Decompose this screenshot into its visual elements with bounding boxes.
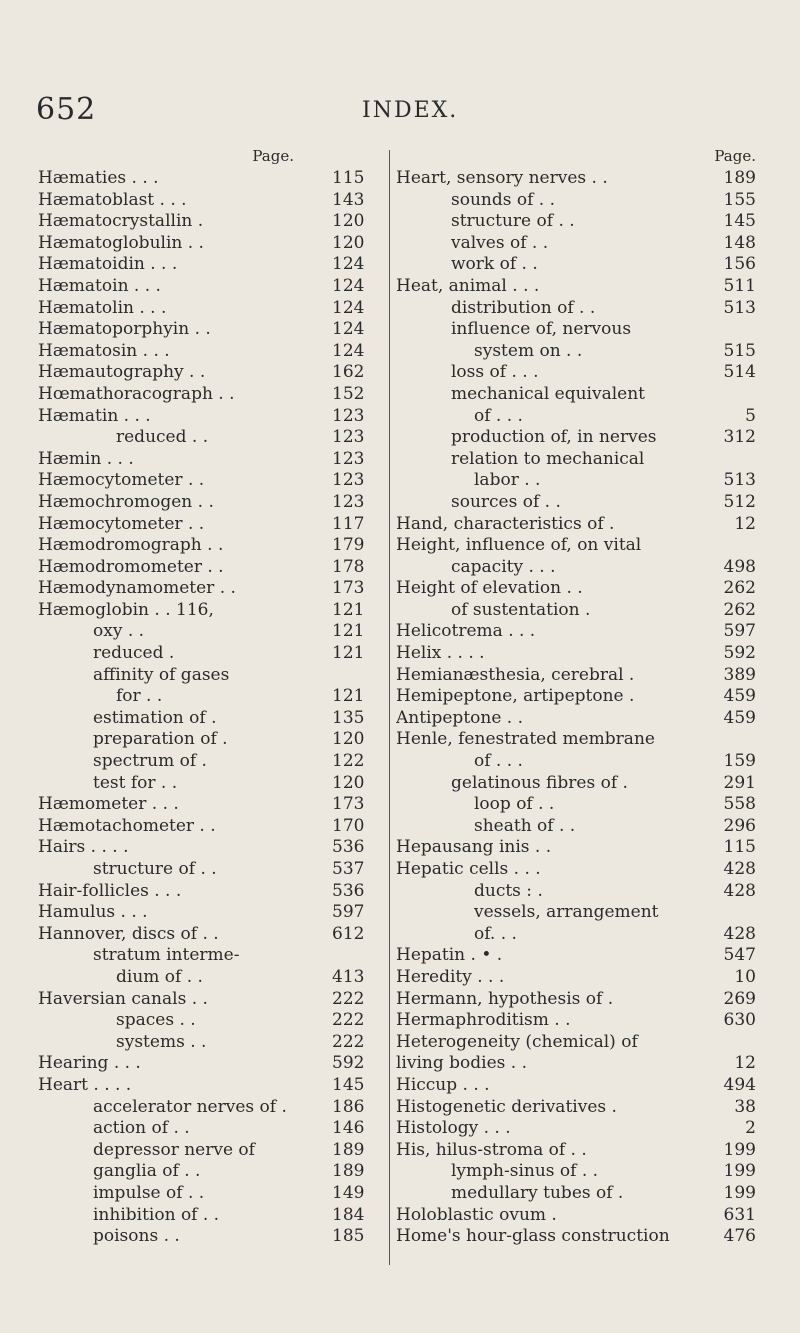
index-entry xyxy=(396,276,756,298)
entry-page: 511 xyxy=(723,275,756,296)
index-entry xyxy=(38,621,382,643)
index-entry xyxy=(38,449,382,471)
index-entry xyxy=(396,1032,756,1054)
index-entry xyxy=(38,492,382,514)
entry-term: Hiccup . . . xyxy=(396,1074,490,1095)
entry-page: 222 xyxy=(332,1010,365,1031)
index-entry xyxy=(396,319,756,341)
index-entry xyxy=(396,1140,756,1162)
index-entry xyxy=(38,557,382,579)
entry-term: Height of elevation . . xyxy=(396,578,583,599)
entry-page: 515 xyxy=(723,340,756,361)
index-entry xyxy=(38,1010,382,1032)
entry-term: structure of . . xyxy=(93,859,217,879)
entry-term: sounds of . . xyxy=(451,189,556,210)
index-entry xyxy=(38,190,382,212)
entry-term: Antipeptone . . xyxy=(396,707,524,728)
entry-page: 222 xyxy=(332,988,365,1009)
entry-page: 120 xyxy=(332,211,365,232)
entry-term: reduced . . xyxy=(116,427,209,448)
index-entry xyxy=(396,449,756,471)
entry-page: 189 xyxy=(723,168,756,188)
index-entry xyxy=(396,578,756,600)
index-entry xyxy=(38,470,382,492)
entry-term: distribution of . . xyxy=(451,297,596,318)
index-entry xyxy=(38,535,382,557)
index-entry xyxy=(396,1010,756,1032)
entry-page: 146 xyxy=(332,1118,365,1139)
entry-term: Hæmatoblast . . . xyxy=(38,189,187,210)
index-entry xyxy=(38,1118,382,1140)
entry-page: 124 xyxy=(332,254,365,275)
entry-page: 149 xyxy=(332,1182,365,1203)
index-entry xyxy=(38,1183,382,1205)
entry-term: Hæmatosin . . . xyxy=(38,340,170,361)
index-entry xyxy=(38,600,382,622)
entry-term: test for . . xyxy=(93,772,178,793)
entry-term: production of, in nerves xyxy=(451,427,657,448)
entry-page: 115 xyxy=(723,837,756,858)
index-entry xyxy=(396,233,756,255)
entry-page: 513 xyxy=(723,470,756,491)
entry-page: 199 xyxy=(723,1182,756,1203)
entry-page: 143 xyxy=(332,189,365,210)
entry-term: system on . . xyxy=(474,340,583,361)
entry-term: labor . . xyxy=(474,470,541,491)
entry-term: His, hilus-stroma of . . xyxy=(396,1139,587,1160)
entry-term: Hæmometer . . . xyxy=(38,794,179,815)
entry-term: Heat, animal . . . xyxy=(396,275,540,296)
entry-term: Hæmatolin . . . xyxy=(38,297,167,318)
index-entry xyxy=(38,902,382,924)
entry-page: 12 xyxy=(734,513,756,534)
index-entry xyxy=(396,1161,756,1183)
entry-term: Hamulus . . . xyxy=(38,902,148,923)
entry-term: lymph-sinus of . . xyxy=(451,1161,599,1182)
entry-term: Hæmochromogen . . xyxy=(38,491,214,512)
entry-term: mechanical equivalent xyxy=(451,383,646,404)
index-entry xyxy=(38,924,382,946)
entry-term: affinity of gases xyxy=(93,664,230,685)
entry-page: 413 xyxy=(332,966,365,987)
entry-page: 536 xyxy=(332,837,365,858)
entry-term: Hand, characteristics of . xyxy=(396,513,615,534)
index-entry xyxy=(396,168,756,190)
entry-page: 312 xyxy=(723,427,756,448)
entry-term: poisons . . xyxy=(93,1226,180,1247)
running-head: INDEX. xyxy=(362,98,459,123)
entry-term: Hæmodromometer . . xyxy=(38,556,224,577)
entry-term: Home's hour-glass construction xyxy=(396,1226,670,1247)
entry-page: 123 xyxy=(332,470,365,491)
entry-term: relation to mechanical xyxy=(451,448,645,469)
index-entry xyxy=(38,1053,382,1075)
entry-page: 121 xyxy=(332,599,365,620)
entry-page: 178 xyxy=(332,556,365,577)
entry-page: 120 xyxy=(332,772,365,793)
entry-term: systems . . xyxy=(116,1031,207,1052)
entry-term: Hæmatoidin . . . xyxy=(38,254,178,275)
entry-term: Hermann, hypothesis of . xyxy=(396,988,614,1009)
entry-page: 121 xyxy=(332,686,365,707)
index-entry xyxy=(38,578,382,600)
entry-page: 123 xyxy=(332,427,365,448)
index-entry xyxy=(38,298,382,320)
index-entry xyxy=(396,751,756,773)
entry-term: medullary tubes of . xyxy=(451,1182,624,1203)
entry-term: Henle, fenestrated membrane xyxy=(396,729,655,750)
entry-page: 476 xyxy=(723,1226,756,1247)
index-entry xyxy=(396,837,756,859)
entry-term: gelatinous fibres of . xyxy=(451,772,628,793)
entry-page: 155 xyxy=(723,189,756,210)
index-entry xyxy=(396,643,756,665)
index-entry xyxy=(38,967,382,989)
entry-page: 537 xyxy=(332,859,365,879)
entry-term: Histogenetic derivatives . xyxy=(396,1096,617,1117)
index-entry xyxy=(38,881,382,903)
index-entry xyxy=(38,341,382,363)
index-entry xyxy=(38,1075,382,1097)
entry-term: influence of, nervous xyxy=(451,319,632,340)
entry-page: 124 xyxy=(332,319,365,340)
entry-term: Haversian canals . . xyxy=(38,988,208,1009)
entry-page: 10 xyxy=(734,966,756,987)
entry-term: reduced . xyxy=(93,643,175,664)
entry-term: for . . xyxy=(116,686,163,707)
entry-page: 186 xyxy=(332,1096,365,1117)
index-entry xyxy=(38,1226,382,1248)
index-entry xyxy=(38,794,382,816)
entry-term: loop of . . xyxy=(474,794,555,815)
index-entry xyxy=(396,254,756,276)
index-entry xyxy=(396,708,756,730)
index-entry xyxy=(396,902,756,924)
page-column-header: Page. xyxy=(252,147,294,165)
index-entry xyxy=(396,1205,756,1227)
entry-page: 428 xyxy=(723,859,756,879)
entry-term: Hæmatocrystallin . xyxy=(38,211,204,232)
entry-term: Heredity . . . xyxy=(396,966,505,987)
index-entry xyxy=(38,211,382,233)
entry-term: Hemipeptone, artipeptone . xyxy=(396,686,635,707)
entry-page: 124 xyxy=(332,275,365,296)
entry-page: 296 xyxy=(723,815,756,836)
entry-term: Hæmocytometer . . xyxy=(38,513,205,534)
entry-term: Helicotrema . . . xyxy=(396,621,536,642)
entry-term: Hæmodynamometer . . xyxy=(38,578,236,599)
entry-term: Heterogeneity (chemical) of xyxy=(396,1031,638,1052)
entry-page: 291 xyxy=(723,772,756,793)
entry-term: ganglia of . . xyxy=(93,1161,201,1182)
entry-term: Hairs . . . . xyxy=(38,837,129,858)
entry-page: 145 xyxy=(332,1074,365,1095)
index-entry xyxy=(38,686,382,708)
index-entry xyxy=(396,384,756,406)
entry-page: 428 xyxy=(723,923,756,944)
entry-page: 122 xyxy=(332,751,365,772)
entry-page: 179 xyxy=(332,535,365,556)
entry-term: Hermaphroditism . . xyxy=(396,1010,571,1031)
entry-page: 156 xyxy=(723,254,756,275)
index-entry xyxy=(396,1183,756,1205)
entry-term: Hæmocytometer . . xyxy=(38,470,205,491)
index-entry xyxy=(396,665,756,687)
entry-term: living bodies . . xyxy=(396,1053,527,1074)
page-column-header: Page. xyxy=(714,147,756,165)
entry-term: Hepatic cells . . . xyxy=(396,859,541,879)
entry-term: depressor nerve of xyxy=(93,1139,255,1160)
index-entry xyxy=(396,600,756,622)
index-entry xyxy=(38,276,382,298)
entry-term: sheath of . . xyxy=(474,815,576,836)
index-entry xyxy=(38,665,382,687)
index-entry xyxy=(396,924,756,946)
index-entry xyxy=(396,1226,756,1248)
entry-page: 115 xyxy=(332,168,365,188)
entry-page: 170 xyxy=(332,815,365,836)
entry-term: Hepausang inis . . xyxy=(396,837,552,858)
index-entry xyxy=(396,362,756,384)
index-entry xyxy=(38,1161,382,1183)
entry-page: 135 xyxy=(332,707,365,728)
entry-term: accelerator nerves of . xyxy=(93,1096,287,1117)
entry-term: Histology . . . xyxy=(396,1118,511,1139)
entry-page: 120 xyxy=(332,729,365,750)
index-entry xyxy=(38,729,382,751)
entry-term: ducts : . xyxy=(474,880,543,901)
entry-term: spaces . . xyxy=(116,1010,196,1031)
index-entry xyxy=(396,557,756,579)
entry-term: Hearing . . . xyxy=(38,1053,141,1074)
entry-page: 592 xyxy=(723,643,756,664)
index-entry xyxy=(38,708,382,730)
index-entry xyxy=(396,211,756,233)
index-entry xyxy=(38,773,382,795)
entry-term: Helix . . . . xyxy=(396,643,485,664)
entry-page: 173 xyxy=(332,794,365,815)
entry-term: dium of . . xyxy=(116,966,203,987)
entry-term: work of . . xyxy=(451,254,538,275)
entry-page: 120 xyxy=(332,232,365,253)
index-entry xyxy=(396,1097,756,1119)
entry-term: Hæmin . . . xyxy=(38,448,134,469)
entry-term: Hepatin . • . xyxy=(396,945,503,966)
entry-term: Hannover, discs of . . xyxy=(38,923,219,944)
entry-term: Hæmodromograph . . xyxy=(38,535,224,556)
index-entry xyxy=(396,881,756,903)
entry-page: 5 xyxy=(745,405,756,426)
entry-term: spectrum of . xyxy=(93,751,207,772)
entry-term: structure of . . xyxy=(451,211,575,232)
index-entry xyxy=(396,859,756,881)
index-entry xyxy=(396,967,756,989)
index-entry xyxy=(396,945,756,967)
entry-page: 38 xyxy=(734,1096,756,1117)
entry-term: of . . . xyxy=(474,751,523,772)
index-entry xyxy=(396,773,756,795)
entry-term: Heart . . . . xyxy=(38,1074,132,1095)
entry-term: Hemianæsthesia, cerebral . xyxy=(396,664,635,685)
index-entry xyxy=(396,794,756,816)
entry-page: 547 xyxy=(723,945,756,966)
index-entry xyxy=(38,427,382,449)
entry-term: loss of . . . xyxy=(451,362,539,383)
entry-page: 512 xyxy=(723,491,756,512)
entry-page: 148 xyxy=(723,232,756,253)
index-entry xyxy=(396,427,756,449)
entry-page: 159 xyxy=(723,751,756,772)
index-entry xyxy=(38,1097,382,1119)
entry-term: Hæmatoin . . . xyxy=(38,275,161,296)
entry-page: 123 xyxy=(332,405,365,426)
index-entry xyxy=(396,298,756,320)
entry-term: oxy . . xyxy=(93,621,145,642)
entry-page: 124 xyxy=(332,297,365,318)
entry-page: 536 xyxy=(332,880,365,901)
index-entry xyxy=(396,514,756,536)
entry-page: 184 xyxy=(332,1204,365,1225)
index-entry xyxy=(396,1118,756,1140)
index-entry xyxy=(396,1053,756,1075)
entry-term: of. . . xyxy=(474,923,517,944)
entry-page: 199 xyxy=(723,1139,756,1160)
index-entry xyxy=(396,341,756,363)
index-entry xyxy=(38,384,382,406)
index-entry xyxy=(38,945,382,967)
entry-page: 199 xyxy=(723,1161,756,1182)
index-entry xyxy=(396,535,756,557)
index-entry xyxy=(396,816,756,838)
entry-term: vessels, arrangement xyxy=(474,902,659,923)
entry-page: 428 xyxy=(723,880,756,901)
entry-term: Hæmatin . . . xyxy=(38,405,151,426)
entry-page: 494 xyxy=(723,1074,756,1095)
entry-page: 389 xyxy=(723,664,756,685)
entry-page: 269 xyxy=(723,988,756,1009)
index-entry xyxy=(38,168,382,190)
entry-page: 162 xyxy=(332,362,365,383)
entry-page: 189 xyxy=(332,1161,365,1182)
index-column-left xyxy=(38,146,382,1248)
index-column-right xyxy=(396,146,756,1248)
entry-term: preparation of . xyxy=(93,729,228,750)
entry-page: 514 xyxy=(723,362,756,383)
index-entry xyxy=(38,643,382,665)
index-entry xyxy=(396,1075,756,1097)
index-entry xyxy=(396,729,756,751)
entry-page: 631 xyxy=(723,1204,756,1225)
entry-page: 124 xyxy=(332,340,365,361)
index-entry xyxy=(396,686,756,708)
entry-term: valves of . . xyxy=(451,232,549,253)
index-entry xyxy=(396,470,756,492)
index-entry xyxy=(38,1205,382,1227)
entry-page: 592 xyxy=(332,1053,365,1074)
entry-page: 558 xyxy=(723,794,756,815)
index-entry xyxy=(38,362,382,384)
entry-page: 152 xyxy=(332,383,365,404)
entry-term: stratum interme- xyxy=(93,945,240,966)
index-entry xyxy=(396,406,756,428)
entry-page: 222 xyxy=(332,1031,365,1052)
entry-page: 262 xyxy=(723,599,756,620)
index-entry xyxy=(38,1032,382,1054)
entry-term: Hæmautography . . xyxy=(38,362,206,383)
index-entry xyxy=(38,319,382,341)
entry-page: 459 xyxy=(723,707,756,728)
entry-page: 117 xyxy=(332,513,365,534)
entry-term: capacity . . . xyxy=(451,556,556,577)
index-entry xyxy=(396,989,756,1011)
entry-page: 185 xyxy=(332,1226,365,1247)
entry-term: Hæmatoporphyin . . xyxy=(38,319,211,340)
entry-page: 262 xyxy=(723,578,756,599)
index-entry xyxy=(38,1140,382,1162)
entry-term: of sustentation . xyxy=(451,599,591,620)
entry-page: 189 xyxy=(332,1139,365,1160)
entry-term: Height, influence of, on vital xyxy=(396,535,642,556)
entry-term: Hœmathoracograph . . xyxy=(38,383,235,404)
entry-term: Hæmatoglobulin . . xyxy=(38,232,204,253)
entry-term: Hæmoglobin . . 116, xyxy=(38,599,214,620)
entry-page: 173 xyxy=(332,578,365,599)
entry-term: Hair-follicles . . . xyxy=(38,880,182,901)
entry-page: 498 xyxy=(723,556,756,577)
index-entry xyxy=(38,837,382,859)
entry-page: 123 xyxy=(332,491,365,512)
entry-page: 123 xyxy=(332,448,365,469)
column-divider xyxy=(389,150,390,1265)
entry-page: 630 xyxy=(723,1010,756,1031)
entry-term: sources of . . xyxy=(451,491,561,512)
entry-term: Holoblastic ovum . xyxy=(396,1204,557,1225)
page-number: 652 xyxy=(36,92,97,127)
entry-page: 612 xyxy=(332,923,365,944)
index-entry xyxy=(38,254,382,276)
entry-page: 145 xyxy=(723,211,756,232)
entry-term: Hæmaties . . . xyxy=(38,168,159,188)
entry-term: of . . . xyxy=(474,405,523,426)
index-entry xyxy=(38,233,382,255)
entry-page: 12 xyxy=(734,1053,756,1074)
index-entry xyxy=(396,621,756,643)
entry-page: 121 xyxy=(332,643,365,664)
entry-term: action of . . xyxy=(93,1118,190,1139)
index-entry xyxy=(38,406,382,428)
index-entry xyxy=(38,859,382,881)
index-entry xyxy=(396,190,756,212)
entry-page: 597 xyxy=(332,902,365,923)
entry-term: Heart, sensory nerves . . xyxy=(396,168,608,188)
index-entry xyxy=(38,514,382,536)
entry-page: 121 xyxy=(332,621,365,642)
entry-page: 2 xyxy=(745,1118,756,1139)
index-entry xyxy=(38,816,382,838)
entry-page: 513 xyxy=(723,297,756,318)
entry-term: impulse of . . xyxy=(93,1182,205,1203)
index-entry xyxy=(396,492,756,514)
index-entry xyxy=(38,989,382,1011)
index-entry xyxy=(38,751,382,773)
entry-term: estimation of . xyxy=(93,707,217,728)
entry-term: inhibition of . . xyxy=(93,1204,220,1225)
entry-page: 597 xyxy=(723,621,756,642)
entry-term: Hæmotachometer . . xyxy=(38,815,216,836)
entry-page: 459 xyxy=(723,686,756,707)
